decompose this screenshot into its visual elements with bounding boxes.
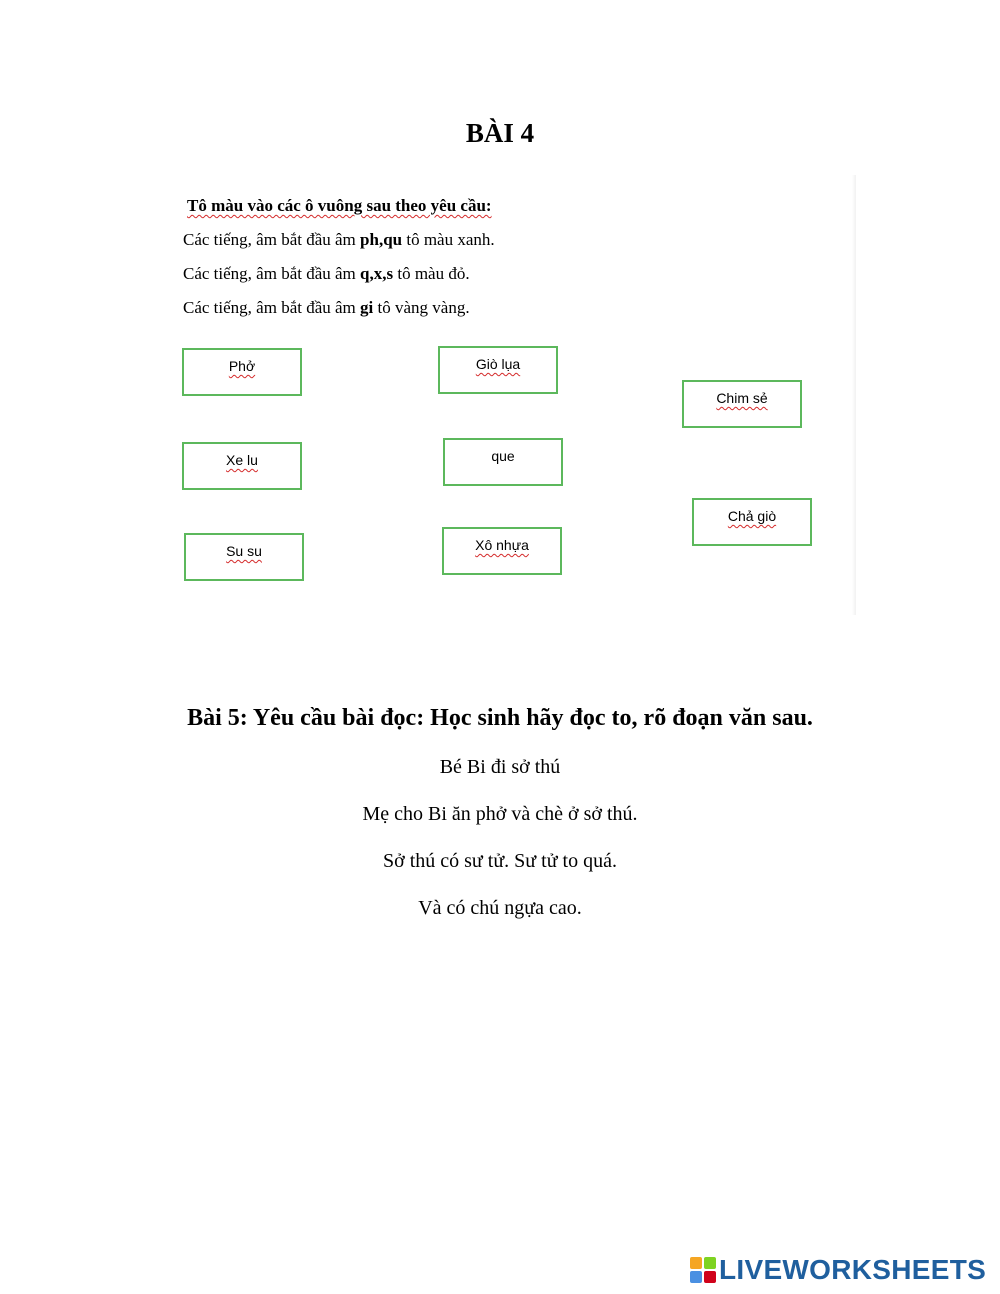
color-box-pho[interactable]: Phở	[182, 348, 302, 396]
logo-square-1	[690, 1257, 702, 1269]
color-box-que[interactable]: que	[443, 438, 563, 486]
page-title: BÀI 4	[465, 118, 535, 148]
exercise4-heading: Tô màu vào các ô vuông sau theo yêu cầu:	[187, 196, 492, 215]
logo-square-4	[704, 1271, 716, 1283]
logo-square-3	[690, 1271, 702, 1283]
color-box-su-su[interactable]: Su su	[184, 533, 304, 581]
color-box-gio-lua[interactable]: Giò lụa	[438, 346, 558, 394]
instruction-line-3: Các tiếng, âm bắt đầu âm gi tô vàng vàng.	[183, 298, 470, 317]
logo-text: LIVEWORKSHEETS	[719, 1254, 987, 1285]
reading-line-4: Và có chú ngựa cao.	[418, 897, 582, 919]
liveworksheets-logo	[690, 1253, 986, 1287]
logo-square-2	[704, 1257, 716, 1269]
exercise5-heading: Bài 5: Yêu cầu bài đọc: Học sinh hãy đọc to, rõ đoạn văn sau.	[187, 705, 813, 731]
color-box-xe-lu[interactable]: Xe lu	[182, 442, 302, 490]
instruction-line-2: Các tiếng, âm bắt đầu âm q,x,s tô màu đỏ.	[183, 264, 470, 283]
liveworksheets-logo-icon	[690, 1257, 716, 1283]
reading-line-2: Mẹ cho Bi ăn phở và chè ở sở thú.	[362, 803, 638, 825]
reading-line-1: Bé Bi đi sở thú	[439, 756, 561, 778]
color-box-chim-se[interactable]: Chim sẻ	[682, 380, 802, 428]
color-box-xo-nhua[interactable]: Xô nhựa	[442, 527, 562, 575]
instruction-line-1: Các tiếng, âm bắt đầu âm ph,qu tô màu xanh.	[183, 230, 495, 249]
color-box-cha-gio[interactable]: Chả giò	[692, 498, 812, 546]
exercise4-panel-edge	[852, 175, 856, 615]
reading-line-3: Sở thú có sư tử. Sư tử to quá.	[383, 850, 617, 872]
